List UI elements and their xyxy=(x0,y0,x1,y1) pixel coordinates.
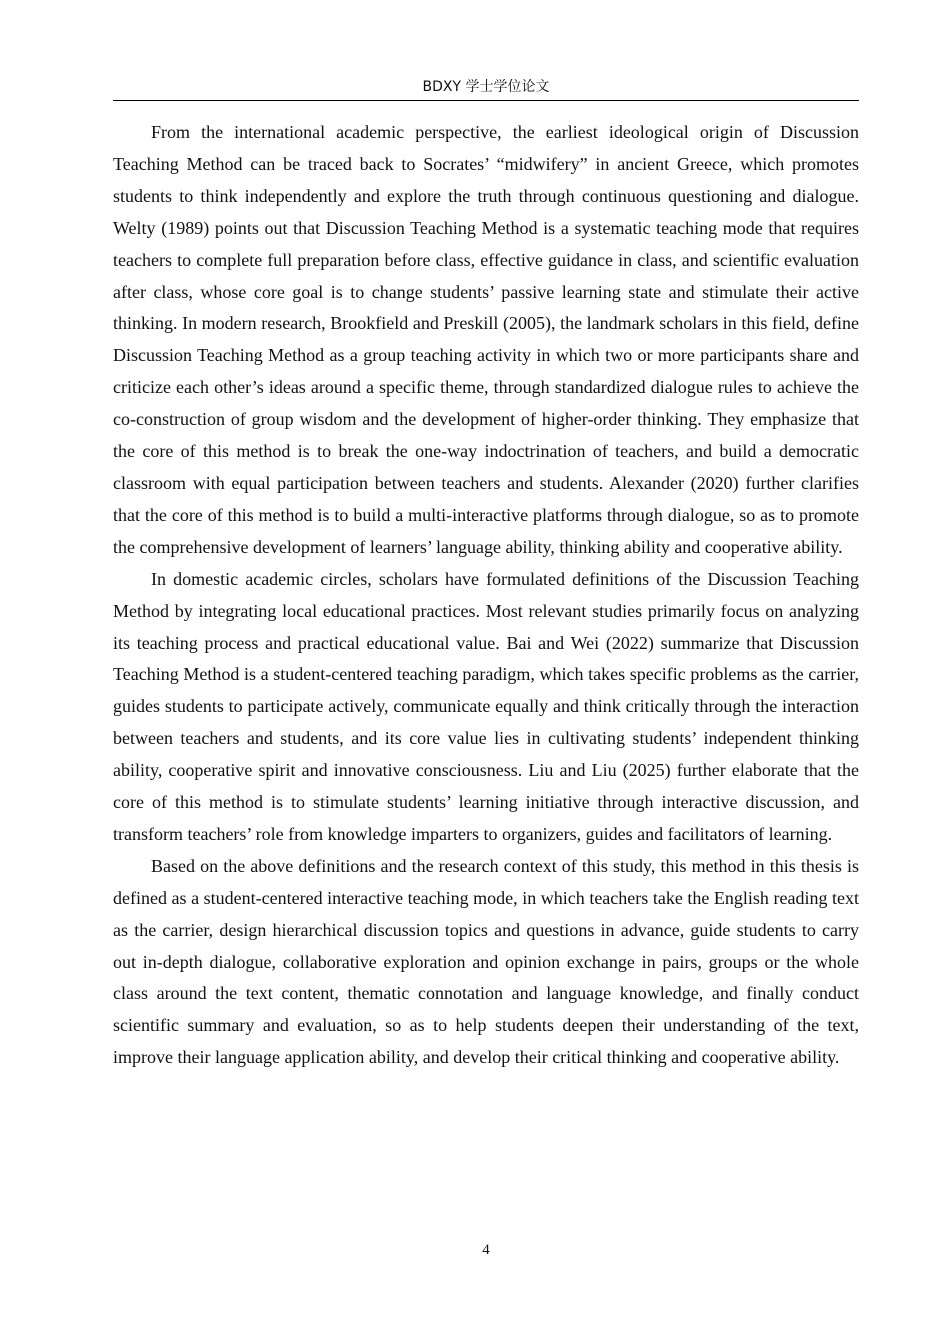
paragraph-domestic-perspective: In domestic academic circles, scholars have formulated definitions of the Discussion Teaching Method by integrating local educational practices. Most relevant studies primarily focus on analyzing its teaching process and practical educational value. Bai and Wei (2022) summarize that Discussion Teaching Method is a student-centered teaching paradigm, which takes specific problems as the carrier, guides students to participate actively, communicate equally and think critically through the interaction between teachers and students, and its core value lies in cultivating students’ independent thinking ability, cooperative spirit and innovative consciousness. Liu and Liu (2025) further elaborate that the core of this method is to stimulate students’ learning initiative through interactive discussion, and transform teachers’ role from knowledge imparters to organizers, guides and facilitators of learning. xyxy=(113,568,859,844)
running-header: BDXY 学士学位论文 xyxy=(422,79,550,95)
body-text xyxy=(113,117,859,1074)
header-divider xyxy=(113,100,859,101)
paragraph-international-perspective: From the international academic perspective, the earliest ideological origin of Discussion Teaching Method can be traced back to Socrates’ “midwifery” in ancient Greece, which promotes students to think independently and explore the truth through continuous questioning and dialogue. Welty (1989) points out that Discussion Teaching Method is a systematic teaching mode that requires teachers to complete full preparation before class, effective guidance in class, and scientific evaluation after class, whose core goal is to change students’ passive learning state and stimulate their active thinking. In modern research, Brookfield and Preskill (2005), the landmark scholars in this field, define Discussion Teaching Method as a group teaching activity in which two or more participants share and criticize each other’s ideas around a specific theme, through standardized dialogue rules to achieve the co-construction of group wisdom and the development of higher-order thinking. They emphasize that the core of this method is to break the one-way indoctrination of teachers, and build a democratic classroom with equal participation between teachers and students. Alexander (2020) further clarifies that the core of this method is to build a multi-interactive platforms through dialogue, so as to promote the comprehensive development of learners’ language ability, thinking ability and cooperative ability. xyxy=(113,122,859,557)
paragraph-thesis-definition: Based on the above definitions and the research context of this study, this method in this thesis is defined as a student-centered interactive teaching mode, in which teachers take the English reading text as the carrier, design hierarchical discussion topics and questions in advance, guide students to carry out in-depth dialogue, collaborative exploration and opinion exchange in pairs, groups or the whole class around the text content, thematic connotation and language knowledge, and finally conduct scientific summary and evaluation, so as to help students deepen their understanding of the text, improve their language application ability, and develop their critical thinking and cooperative ability. xyxy=(113,855,859,1068)
page-number: 4 xyxy=(482,1242,490,1258)
